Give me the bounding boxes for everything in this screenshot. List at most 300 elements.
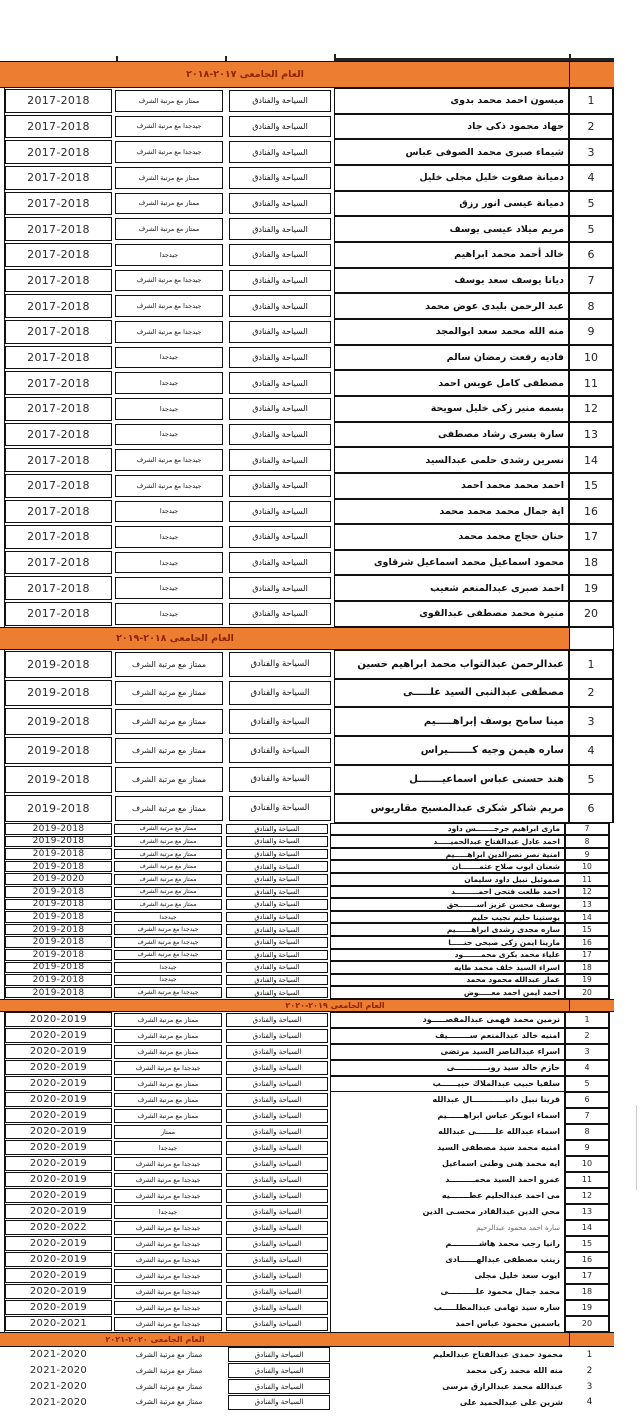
table-row (0, 650, 614, 679)
cropped-left-cell (0, 293, 5, 319)
row-number-cell: 12 (565, 886, 610, 899)
grade-cell: ممتاز مع مرتبة الشرف (135, 1398, 203, 1407)
department-cell: السياحة والفنادق (229, 709, 331, 734)
cropped-left-cell (0, 1140, 5, 1156)
row-number-cell: 6 (569, 242, 614, 268)
student-name-cell: عمرو احمد السيد محمـــــــــد (330, 1172, 565, 1188)
year-cell: 2020-2019 (5, 1108, 112, 1123)
cropped-left-cell (0, 736, 5, 765)
student-name-cell: ساره مجدى رشدى ابراهــــــيم (330, 923, 565, 936)
year-cell: 2017-2018 (5, 140, 112, 164)
table-row (0, 1140, 614, 1156)
department-cell: السياحة والفنادق (229, 603, 331, 625)
student-name-cell: مصطفى كامل عويس احمد (334, 370, 569, 396)
grade-cell: جيدجدا (115, 501, 223, 523)
academic-year-band-title: العام الجامعى ٢٠١٩-٢٠٢٠ (285, 1000, 385, 1010)
cropped-left-cell (0, 1252, 5, 1268)
grade-cell: جيدجدا (114, 912, 222, 923)
row-number-cell: 14 (569, 447, 614, 473)
grade-cell: ممتاز مع مرتبة الشرف (114, 899, 222, 910)
cropped-left-cell (0, 345, 5, 371)
cropped-left-cell (0, 1284, 5, 1300)
table-row (0, 447, 614, 473)
row-number-cell: 4 (586, 1397, 593, 1408)
table-row (0, 765, 614, 794)
student-name-cell: دميانة صفوت خليل مجلى خليل (334, 165, 569, 191)
row-number-cell: 2 (569, 114, 614, 140)
department-cell: السياحة والفنادق (229, 116, 331, 138)
table-row (0, 1220, 614, 1236)
department-cell: السياحة والفنادق (226, 1285, 328, 1299)
cropped-left-cell (0, 1395, 5, 1411)
year-cell: 2019-2018 (5, 924, 112, 936)
cropped-left-cell (0, 1156, 5, 1172)
row-number-cell: 11 (565, 873, 610, 886)
student-name-cell: محمود حمدى عبدالفتاح عبدالعليم (433, 1350, 563, 1360)
student-name-cell: منيرة محمد مصطفى عبدالقوى (334, 601, 569, 627)
department-cell: السياحة والفنادق (229, 526, 331, 548)
cropped-left-cell (0, 986, 5, 999)
table-row (0, 191, 614, 217)
student-name-cell: امنيه خالد عبدالمنعم ســــــــيف (330, 1028, 565, 1044)
cropped-left-cell (0, 823, 5, 836)
row-number-cell: 7 (569, 268, 614, 294)
year-cell: 2020-2019 (5, 1204, 112, 1219)
year-cell: 2021-2020 (29, 1365, 88, 1377)
student-name-cell: عمار عبدالله محمود محمد (330, 974, 565, 987)
row-number-cell: 9 (569, 319, 614, 345)
row-number-cell: 13 (565, 1204, 610, 1220)
department-cell: السياحة والفنادق (229, 552, 331, 574)
year-cell: 2017-2018 (5, 474, 112, 498)
table-row (0, 1268, 614, 1284)
grade-cell: جيدجدا مع مرتبة الشرف (114, 1061, 222, 1075)
grade-cell: ممتاز مع مرتبة الشرف (114, 1029, 222, 1043)
year-cell: 2021-2020 (29, 1381, 88, 1393)
row-number-cell: 18 (569, 550, 614, 576)
table-row (0, 1316, 614, 1332)
row-number-cell: 20 (569, 601, 614, 627)
grade-cell: جيدجدا مع مرتبة الشرف (114, 1189, 222, 1203)
department-cell: السياحة والفنادق (226, 1221, 328, 1235)
cropped-left-cell (0, 911, 5, 924)
student-name-cell: مى احمد عبدالحليم عطـــــــيه (330, 1188, 565, 1204)
table-row (0, 1284, 614, 1300)
row-number-cell: 13 (565, 898, 610, 911)
table-row (0, 139, 614, 165)
student-name-cell: اسماء عبدالله علـــــــى عبدالله (330, 1124, 565, 1140)
cropped-left-cell (0, 422, 5, 448)
department-cell: السياحة والفنادق (226, 849, 328, 860)
table-row (0, 936, 614, 949)
department-cell: السياحة والفنادق (229, 90, 331, 112)
band-column-divider (569, 1000, 570, 1011)
year-cell: 2017-2018 (5, 397, 112, 421)
grade-cell: جيدجدا مع مرتبة الشرف (114, 1173, 222, 1187)
table-row (0, 370, 614, 396)
department-cell: السياحة والفنادق (229, 270, 331, 292)
cropped-left-cell (0, 974, 5, 987)
year-cell: 2020-2019 (5, 1188, 112, 1203)
row-number-cell: 5 (569, 216, 614, 242)
student-name-cell: ميسون احمد محمد بدوى (334, 88, 569, 114)
cropped-left-cell (0, 1363, 5, 1379)
student-name-cell: امنية نصر نصرالدين ابراهـــــيم (330, 848, 565, 861)
cropped-left-cell (0, 1044, 5, 1060)
student-name-cell: احمد عادل عبدالفتاح عبدالحميـــــد (330, 835, 565, 848)
grade-cell: ممتاز مع مرتبة الشرف (115, 796, 223, 821)
department-cell: السياحة والفنادق (229, 767, 331, 792)
table-row (0, 974, 614, 987)
department-cell: السياحة والفنادق (229, 424, 331, 446)
row-number-cell: 8 (565, 835, 610, 848)
row-number-cell: 15 (565, 923, 610, 936)
grade-cell: ممتاز مع مرتبة الشرف (114, 1013, 222, 1027)
department-cell: السياحة والفنادق (229, 475, 331, 497)
academic-year-band-title: العام الجامعى ٢٠١٧-٢٠١٨ (186, 69, 304, 80)
student-name-cell: نرمين محمد فهمى عبدالمقصـــــود (330, 1012, 565, 1028)
cropped-left-cell (0, 1347, 5, 1363)
grade-cell: جيدجدا مع مرتبة الشرف (115, 270, 223, 292)
department-cell: السياحة والفنادق (229, 141, 331, 163)
student-name-cell: نسرين رشدى حلمى عبدالسيد (334, 447, 569, 473)
grade-cell: ممتاز مع مرتبة الشرف (114, 861, 222, 872)
student-name-cell: احمد ايمن احمد معـــــوض (330, 986, 565, 999)
year-cell: 2017-2018 (5, 192, 112, 216)
cropped-left-cell (0, 268, 5, 294)
row-number-cell: 4 (569, 165, 614, 191)
student-name-cell: يوستينا حليم نجيب حليم (330, 911, 565, 924)
student-name-cell: ياسمين محمود عباس احمد (330, 1316, 565, 1332)
grade-cell: جيدجدا مع مرتبة الشرف (114, 1269, 222, 1283)
table-row (0, 1124, 614, 1140)
student-name-cell: مصطفى عبدالنبى السيد علـــــى (334, 679, 569, 708)
table-row (0, 1172, 614, 1188)
year-cell: 2017-2018 (5, 115, 112, 139)
grade-cell: جيدجدا (115, 526, 223, 548)
department-cell: السياحة والفنادق (226, 1317, 328, 1331)
department-cell: السياحة والفنادق (226, 975, 328, 986)
cropped-left-cell (0, 191, 5, 217)
year-cell: 2017-2018 (5, 448, 112, 472)
table-row (0, 345, 614, 371)
row-number-cell: 10 (565, 1156, 610, 1172)
table-row (0, 1395, 614, 1411)
row-number-cell: 15 (565, 1236, 610, 1252)
department-cell: السياحة والفنادق (229, 796, 331, 821)
table-row (0, 1363, 614, 1379)
grade-cell: ممتاز مع مرتبة الشرف (114, 824, 222, 835)
band-column-divider (569, 1333, 570, 1346)
table-row (0, 794, 614, 823)
year-cell: 2019-2018 (5, 886, 112, 898)
department-cell: السياحة والفنادق (229, 372, 331, 394)
student-name-cell: محمد جمال محمود علــــــــــى (330, 1284, 565, 1300)
year-cell: 2019-2018 (5, 708, 112, 735)
row-number-cell: 20 (565, 986, 610, 999)
department-cell: السياحة والفنادق (226, 874, 328, 885)
student-name-cell: احمد طلعت فتحى احمـــــــــد (330, 886, 565, 899)
cropped-left-cell (0, 114, 5, 140)
student-name-cell: ايوب سعد خليل مجلى (330, 1268, 565, 1284)
department-cell: السياحة والفنادق (229, 321, 331, 343)
year-cell: 2019-2018 (5, 911, 112, 923)
row-number-cell: 9 (565, 848, 610, 861)
table-row (0, 1347, 614, 1363)
table-row (0, 986, 614, 999)
cropped-left-cell (0, 447, 5, 473)
department-cell: السياحة والفنادق (226, 1013, 328, 1027)
grade-cell: جيدجدا مع مرتبة الشرف (115, 295, 223, 317)
year-cell: 2017-2018 (5, 525, 112, 549)
cropped-left-cell (0, 550, 5, 576)
cropped-left-cell (0, 165, 5, 191)
table-row (0, 1252, 614, 1268)
grade-cell: ممتاز مع مرتبة الشرف (114, 849, 222, 860)
row-number-cell: 16 (565, 1252, 610, 1268)
year-cell: 2021-2020 (29, 1349, 88, 1361)
student-name-cell: منه الله محمد سعد ابوالمجد (334, 319, 569, 345)
row-number-cell: 18 (565, 961, 610, 974)
row-number-cell: 14 (565, 1220, 610, 1236)
cropped-left-cell (0, 1060, 5, 1076)
row-number-cell: 5 (565, 1076, 610, 1092)
year-cell: 2019-2018 (5, 737, 112, 764)
grade-cell: ممتاز مع مرتبة الشرف (114, 887, 222, 898)
row-number-cell: 11 (569, 370, 614, 396)
student-name-cell: عبدالرحمن عبدالتواب محمد ابراهيم حسين (334, 650, 569, 679)
year-cell: 2017-2018 (5, 269, 112, 293)
grade-cell: جيدجدا مع مرتبة الشرف (114, 1221, 222, 1235)
department-cell: السياحة والفنادق (226, 1237, 328, 1251)
table-row (0, 949, 614, 962)
row-number-cell: 15 (569, 473, 614, 499)
table-row (0, 1204, 614, 1220)
grade-cell: ممتاز مع مرتبة الشرف (135, 1350, 203, 1359)
cropped-left-cell (0, 319, 5, 345)
graduates-table (0, 61, 614, 1410)
grade-cell: ممتاز (114, 1125, 222, 1139)
table-row (0, 848, 614, 861)
year-cell: 2019-2018 (5, 949, 112, 961)
year-cell: 2020-2019 (5, 1236, 112, 1251)
department-cell: السياحة والفنادق (226, 836, 328, 847)
year-cell: 2021-2020 (29, 1396, 88, 1408)
cropped-left-cell (0, 1172, 5, 1188)
student-name-cell: علياء محمد بكرى محمـــــــود (330, 949, 565, 962)
cropped-left-cell (0, 936, 5, 949)
table-row (0, 114, 614, 140)
table-row (0, 1188, 614, 1204)
year-cell: 2017-2018 (5, 166, 112, 190)
grade-cell: جيدجدا (115, 577, 223, 599)
department-cell: السياحة والفنادق (229, 501, 331, 523)
grade-cell: جيدجدا (114, 1141, 222, 1155)
student-name-cell: حنان حجاج محمد محمد (334, 524, 569, 550)
department-cell: السياحة والفنادق (229, 347, 331, 369)
table-row (0, 679, 614, 708)
row-number-cell: 12 (569, 396, 614, 422)
row-number-cell: 10 (569, 345, 614, 371)
table-row (0, 575, 614, 601)
grade-cell: جيدجدا مع مرتبة الشرف (115, 475, 223, 497)
table-row (0, 911, 614, 924)
grade-cell: ممتاز مع مرتبة الشرف (114, 836, 222, 847)
row-number-cell: 3 (569, 707, 614, 736)
table-row (0, 835, 614, 848)
table-row (0, 293, 614, 319)
table-row (0, 886, 614, 899)
row-number-cell: 19 (569, 575, 614, 601)
student-name-cell: اسماء ابوبكر عباس ابراهــــــيم (330, 1108, 565, 1124)
row-number-cell: 16 (565, 936, 610, 949)
table-row (0, 1060, 614, 1076)
row-number-cell: 1 (569, 88, 614, 114)
year-cell: 2019-2018 (5, 766, 112, 793)
year-cell: 2017-2018 (5, 551, 112, 575)
year-cell: 2017-2018 (5, 371, 112, 395)
student-name-cell: فاديه رفعت رمضان سالم (334, 345, 569, 371)
table-row (0, 1012, 614, 1028)
department-cell: السياحة والفنادق (229, 244, 331, 266)
row-number-cell: 7 (565, 823, 610, 836)
row-number-cell: 5 (569, 191, 614, 217)
academic-year-band (0, 627, 570, 650)
year-cell: 2019-2018 (5, 861, 112, 873)
department-cell: السياحة والفنادق (226, 1045, 328, 1059)
student-name-cell: مارى ابراهيم جرجـــــــس داود (330, 823, 565, 836)
student-name-cell: شرين على عبدالحميد على (459, 1397, 563, 1407)
department-cell: السياحة والفنادق (229, 218, 331, 240)
year-cell: 2020-2019 (5, 1172, 112, 1187)
cropped-left-cell (0, 765, 5, 794)
department-cell: السياحة والفنادق (229, 577, 331, 599)
row-number-cell: 3 (569, 139, 614, 165)
student-name-cell: زينب مصطفى عبدالهــــــادى (330, 1252, 565, 1268)
department-cell: السياحة والفنادق (226, 1093, 328, 1107)
table-row (0, 823, 614, 836)
student-name-cell: امنيه محمد سيد مصطفى السيد (330, 1140, 565, 1156)
year-cell: 2020-2019 (5, 1028, 112, 1043)
band-column-divider (569, 62, 570, 87)
table-row (0, 961, 614, 974)
department-cell: السياحة والفنادق (226, 1269, 328, 1283)
year-cell: 2020-2019 (5, 1268, 112, 1283)
department-cell: السياحة والفنادق (226, 1125, 328, 1139)
year-cell: 2020-2019 (5, 1140, 112, 1155)
row-number-cell: 19 (565, 1300, 610, 1316)
year-cell: 2020-2019 (5, 1060, 112, 1075)
department-cell: السياحة والفنادق (226, 1109, 328, 1123)
row-number-cell: 9 (565, 1140, 610, 1156)
row-number-cell: 2 (586, 1365, 593, 1376)
grade-cell: جيدجدا (115, 347, 223, 369)
year-cell: 2020-2022 (5, 1220, 112, 1235)
table-row (0, 873, 614, 886)
year-cell: 2017-2018 (5, 576, 112, 600)
year-cell: 2017-2018 (5, 217, 112, 241)
year-cell: 2019-2018 (5, 936, 112, 948)
row-number-cell: 8 (565, 1124, 610, 1140)
row-number-cell: 7 (565, 1108, 610, 1124)
year-cell: 2020-2019 (5, 1284, 112, 1299)
year-cell: 2019-2018 (5, 899, 112, 911)
year-cell: 2019-2018 (5, 836, 112, 848)
table-row (0, 1300, 614, 1316)
cropped-left-cell (0, 1268, 5, 1284)
grade-cell: جيدجدا مع مرتبة الشرف (115, 449, 223, 471)
table-row (0, 165, 614, 191)
grade-cell: جيدجدا مع مرتبة الشرف (115, 321, 223, 343)
table-row (0, 422, 614, 448)
cropped-left-cell (0, 873, 5, 886)
grade-cell: جيدجدا (115, 372, 223, 394)
row-number-cell: 4 (565, 1060, 610, 1076)
department-cell: السياحة والفنادق (226, 924, 328, 935)
grade-cell: جيدجدا مع مرتبة الشرف (114, 1157, 222, 1171)
grade-cell: ممتاز مع مرتبة الشرف (114, 1077, 222, 1091)
student-name-cell: احمد صبرى عبدالمنعم شعيب (334, 575, 569, 601)
row-number-cell: 4 (569, 736, 614, 765)
cropped-left-cell (0, 601, 5, 627)
row-number-cell: 16 (569, 499, 614, 525)
row-number-cell: 17 (565, 1268, 610, 1284)
grade-cell: جيدجدا (115, 424, 223, 446)
grade-cell: ممتاز مع مرتبة الشرف (115, 767, 223, 792)
department-cell: السياحة والفنادق (226, 1253, 328, 1267)
grade-cell: جيدجدا (115, 244, 223, 266)
student-name-cell: شعبان ايوب صلاح عثمـــــــان (330, 860, 565, 873)
table-row (0, 550, 614, 576)
table-row (0, 242, 614, 268)
row-number-cell: 11 (565, 1172, 610, 1188)
department-cell: السياحة والفنادق (226, 887, 328, 898)
student-name-cell: شيماء صبرى محمد الصوفى عباس (334, 139, 569, 165)
grade-cell: جيدجدا مع مرتبة الشرف (114, 1301, 222, 1315)
grade-cell: ممتاز مع مرتبة الشرف (114, 874, 222, 885)
row-number-cell: 20 (565, 1316, 610, 1332)
cropped-left-cell (0, 1108, 5, 1124)
grade-cell: جيدجدا مع مرتبة الشرف (114, 937, 222, 948)
page-edge-line (636, 1105, 637, 1190)
cropped-left-cell (0, 860, 5, 873)
cropped-left-cell (0, 794, 5, 823)
grade-cell: ممتاز مع مرتبة الشرف (115, 90, 223, 112)
table-row (0, 1076, 614, 1092)
year-cell: 2019-2018 (5, 848, 112, 860)
table-row (0, 1236, 614, 1252)
cropped-left-cell (0, 1092, 5, 1108)
cropped-left-cell (0, 650, 5, 679)
year-cell: 2020-2019 (5, 1044, 112, 1059)
year-cell: 2017-2018 (5, 500, 112, 524)
grade-cell: جيدجدا (115, 398, 223, 420)
department-cell: السياحة والفنادق (226, 1141, 328, 1155)
year-cell: 2019-2018 (5, 823, 112, 835)
student-name-cell: مينا سامح يوسف إبراهـــــيم (334, 707, 569, 736)
cropped-left-cell (0, 524, 5, 550)
cropped-left-cell (0, 139, 5, 165)
table-row (0, 524, 614, 550)
student-name-cell: محمود اسماعيل محمد اسماعيل شرقاوى (334, 550, 569, 576)
cropped-left-cell (0, 1124, 5, 1140)
grade-cell: ممتاز مع مرتبة الشرف (115, 218, 223, 240)
row-number-cell: 1 (586, 1349, 593, 1360)
year-cell: 2019-2018 (5, 987, 112, 999)
student-name-cell: سارة احمد محمود عبدالرحيم (330, 1220, 565, 1236)
cropped-left-cell (0, 1316, 5, 1332)
row-number-cell: 6 (565, 1092, 610, 1108)
